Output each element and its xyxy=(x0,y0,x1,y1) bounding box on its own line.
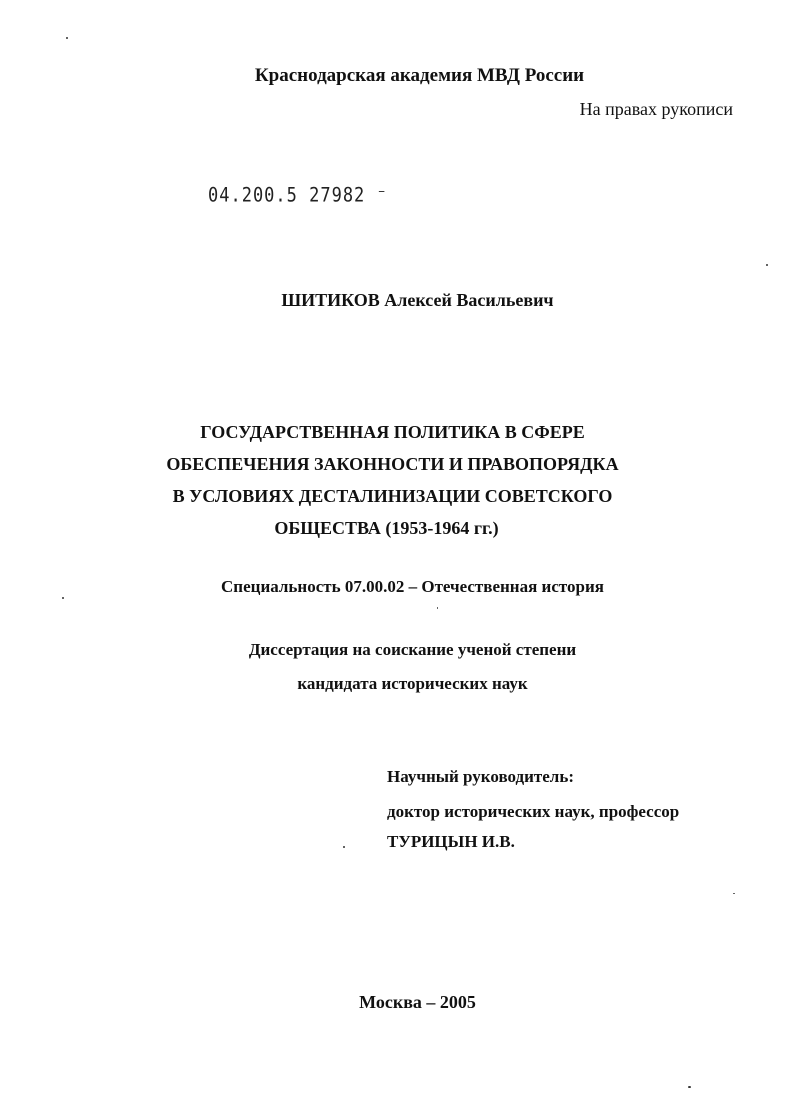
scan-speck xyxy=(766,264,768,266)
title-line-2: ОБЕСПЕЧЕНИЯ ЗАКОННОСТИ И ПРАВОПОРЯДКА xyxy=(166,454,619,474)
scan-speck xyxy=(62,597,64,599)
title-line-4: ОБЩЕСТВА (1953-1964 гг.) xyxy=(274,518,499,538)
place-and-year: Москва – 2005 xyxy=(359,992,476,1012)
title-line-1: ГОСУДАРСТВЕННАЯ ПОЛИТИКА В СФЕРЕ xyxy=(200,422,585,442)
dissertation-degree-line-2: кандидата исторических наук xyxy=(297,674,528,693)
institution-name: Краснодарская академия МВД России xyxy=(254,65,585,86)
rights-note: На правах рукописи xyxy=(579,99,733,119)
dissertation-degree-line-1: Диссертация на соискание ученой степени xyxy=(248,640,577,659)
specialty-line: Специальность 07.00.02 – Отечественная история xyxy=(221,577,604,596)
scan-speck xyxy=(688,1086,691,1088)
scan-speck xyxy=(66,37,68,39)
dissertation-title xyxy=(0,416,795,544)
supervisor-degree: доктор исторических наук, профессор xyxy=(387,802,680,821)
scan-speck xyxy=(343,846,345,848)
stamp-code-text: 04.200.5 27982 xyxy=(208,184,366,208)
library-stamp-code xyxy=(208,184,388,208)
supervisor-name: ТУРИЦЫН И.В. xyxy=(387,832,515,851)
stamp-dash-mark: ⁻ xyxy=(365,184,388,208)
supervisor-label: Научный руководитель: xyxy=(387,767,574,786)
scan-speck xyxy=(733,893,735,894)
author-name: ШИТИКОВ Алексей Васильевич xyxy=(281,290,554,310)
title-line-3: В УСЛОВИЯХ ДЕСТАЛИНИЗАЦИИ СОВЕТСКОГО xyxy=(172,486,613,506)
scan-speck xyxy=(437,607,438,609)
